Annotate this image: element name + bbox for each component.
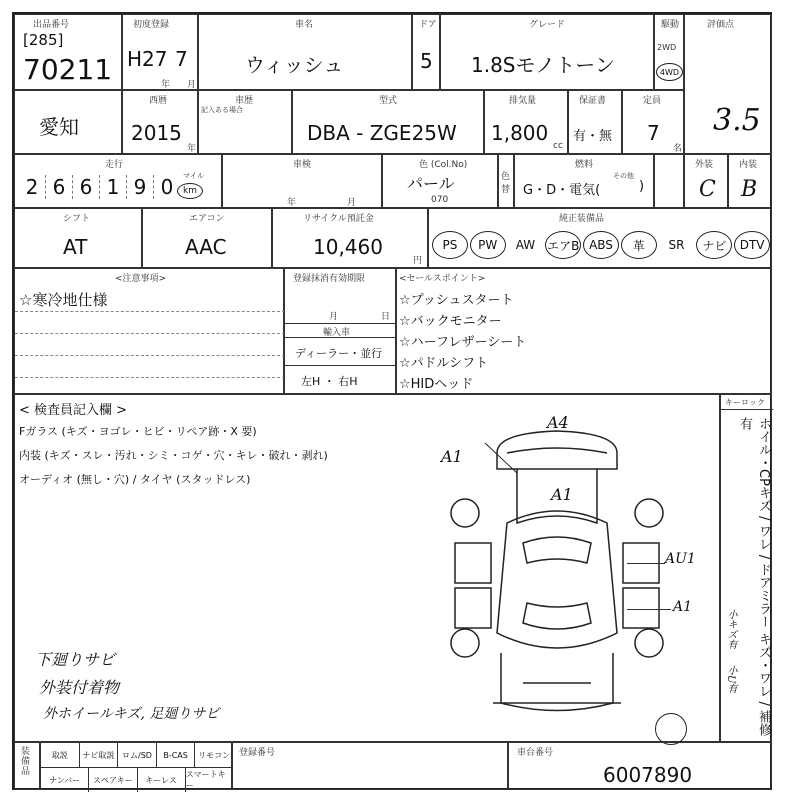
warranty-label: 保証書	[579, 96, 607, 106]
warranty: 有・無	[573, 129, 613, 144]
sales-point: ☆バックモニター	[399, 314, 502, 329]
score-box	[684, 14, 772, 154]
grade: 1.8Sモノトーン	[471, 53, 615, 77]
type-box	[292, 90, 484, 154]
displacement-unit: cc	[553, 141, 563, 151]
equipment-item: AW	[515, 238, 536, 252]
year-label: 西暦	[149, 96, 168, 106]
sidebar-header: キーロック	[725, 398, 765, 407]
equipment-label: 純正装備品	[559, 214, 605, 224]
equipment-item: PW	[470, 231, 506, 259]
drive-box	[654, 14, 684, 90]
diagram-mark: A4	[547, 413, 569, 432]
equipment-item: PS	[432, 231, 468, 259]
handle-value: 左H ・ 右H	[301, 375, 358, 388]
equipment-list	[431, 229, 771, 263]
lot-sub: [285]	[23, 31, 64, 49]
exterior-label: 外装	[695, 160, 714, 170]
items-row	[41, 767, 233, 792]
shaken-month: 月	[347, 198, 357, 208]
score-label: 評価点	[707, 20, 735, 30]
year: 2015	[131, 121, 182, 145]
car-diagram	[427, 413, 687, 733]
drive-label: 駆動	[661, 20, 680, 30]
handwritten-note: 下廻りサビ	[35, 650, 116, 669]
diagram-mark: A1	[441, 447, 463, 466]
footer-item: ロム/SD	[118, 743, 157, 767]
inspection-label: < 検査員記入欄 >	[19, 403, 128, 418]
recycle-box	[272, 208, 428, 268]
sales-label: <セールスポイント>	[399, 274, 486, 284]
equipment-item: 革	[621, 231, 657, 259]
grade-box	[440, 14, 654, 90]
history-sub: 記入ある場合	[201, 106, 243, 114]
region: 愛知	[39, 115, 79, 139]
shift-box	[14, 208, 142, 268]
reg-expiry-month: 月	[329, 312, 339, 322]
fuel-other: その他	[613, 172, 634, 180]
footer-items-box	[40, 742, 232, 790]
import-label: 輸入車	[323, 328, 351, 338]
sidebar-mark: 小キズ有	[725, 609, 736, 649]
first-reg-era: H27	[127, 47, 168, 71]
capacity-unit: 名	[673, 144, 683, 154]
shaken-box	[222, 154, 382, 208]
color-label: 色 (Col.No)	[419, 160, 468, 170]
footer-item: ナビ取説	[80, 743, 119, 767]
color-change: 色替	[501, 172, 511, 195]
mileage-unit-mile: マイル	[183, 172, 204, 180]
history-label: 車歴	[235, 96, 254, 106]
year-box	[122, 90, 198, 154]
drive-2wd: 2WD	[657, 43, 677, 52]
sales-point: ☆プッシュスタート	[399, 293, 514, 308]
color-change-box	[498, 154, 514, 208]
lot-number: 70211	[23, 53, 113, 86]
interior-label: 内装	[739, 160, 758, 170]
caution-box	[14, 268, 284, 394]
diagram-mark: A1	[551, 485, 573, 504]
footer-item: 取説	[41, 743, 80, 767]
model-name-label: 車名	[295, 20, 314, 30]
color-box	[382, 154, 498, 208]
shaken-label: 車検	[293, 160, 312, 170]
equipment-item: ナビ	[696, 231, 732, 259]
displacement-box	[484, 90, 568, 154]
footer-items-label: 装備品	[21, 747, 31, 777]
sales-point: ☆パドルシフト	[399, 356, 489, 371]
mileage-unit-km: km	[177, 183, 203, 199]
color: パール	[407, 174, 455, 193]
chassis-box	[508, 742, 772, 790]
inspection-box	[14, 394, 720, 742]
history-box	[198, 90, 292, 154]
shaken-year: 年	[287, 198, 297, 208]
grade-label: グレード	[529, 20, 566, 30]
mileage-digit: 9	[127, 175, 154, 199]
sales-point: ☆ハーフレザーシート	[399, 335, 527, 350]
ac-label: エアコン	[189, 214, 225, 224]
region-box	[14, 90, 122, 154]
doors: 5	[420, 49, 433, 73]
footer-item: キーレス	[138, 768, 186, 792]
sales-point: ☆HIDヘッド	[399, 377, 474, 392]
mileage-digit: 6	[46, 175, 73, 199]
footer-item: スマートキー	[185, 770, 226, 790]
circle-mark	[655, 713, 687, 745]
caution-text: ☆寒冷地仕様	[19, 291, 108, 309]
reg-expiry-day: 日	[381, 312, 391, 322]
footer-item: スペアキー	[89, 768, 137, 792]
model-code: DBA - ZGE25W	[307, 121, 457, 145]
chassis-label: 車台番号	[517, 748, 554, 758]
import-value: ディーラー・並行	[295, 347, 383, 360]
drive-4wd: 4WD	[656, 63, 683, 81]
ac-box	[142, 208, 272, 268]
model-name-box	[198, 14, 412, 90]
footer-items-label-box	[14, 742, 40, 790]
caution-label: <注意事項>	[115, 274, 167, 284]
capacity: 7	[647, 121, 660, 145]
recycle: 10,460	[313, 235, 383, 259]
recycle-label: リサイクル預託金	[303, 214, 374, 224]
shift-label: シフト	[63, 214, 91, 224]
sidebar-mark: 小U有	[725, 665, 736, 694]
capacity-label: 定員	[643, 96, 662, 106]
items-row	[41, 743, 233, 767]
recycle-unit: 円	[413, 256, 423, 266]
sidebar-box	[720, 394, 772, 742]
equipment-item: ABS	[583, 231, 619, 259]
mileage-digit: 1	[100, 175, 127, 199]
displacement: 1,800	[491, 121, 549, 145]
reg-expiry-label: 登録抹消有効期限	[293, 274, 366, 284]
first-reg-month: 7	[175, 47, 188, 71]
footer-item: ナンバー	[41, 768, 89, 792]
footer-item: リモコン	[198, 750, 231, 760]
mileage-label: 走行	[105, 160, 124, 170]
lot-box	[14, 14, 122, 90]
interior-grade: B	[741, 177, 758, 202]
exterior-grade: C	[699, 177, 716, 202]
diagram-mark: A1	[673, 599, 693, 615]
equipment-box	[428, 208, 772, 268]
mileage-digit: 6	[73, 175, 100, 199]
warranty-box	[568, 90, 622, 154]
first-reg-year-unit: 年	[161, 80, 171, 90]
doors-label: ドア	[419, 20, 437, 30]
reg-no-box	[232, 742, 508, 790]
shift: AT	[63, 235, 88, 259]
footer-item: B-CAS	[157, 743, 196, 767]
ac: AAC	[185, 235, 227, 259]
score: 3.5	[713, 103, 761, 138]
equipment-item: SR	[668, 238, 685, 252]
reg-no-label: 登録番号	[239, 748, 276, 758]
model-name: ウィッシュ	[245, 53, 344, 77]
fuel-box: 燃料 G・D・電気( その他 )	[514, 154, 654, 208]
diagram-mark: AU1	[665, 551, 696, 567]
chassis-number: 6007890	[603, 763, 693, 787]
inspection-line: 内装 (キズ・スレ・汚れ・シミ・コゲ・穴・キレ・破れ・剥れ)	[19, 449, 328, 462]
handwritten-note: 外ホイールキズ, 足廻りサビ	[43, 706, 220, 722]
mileage-digits	[19, 175, 180, 199]
reg-expiry-box	[284, 268, 396, 394]
fuel-label: 燃料	[575, 160, 594, 170]
doors-box	[412, 14, 440, 90]
interior-box	[728, 154, 772, 208]
exterior-box	[684, 154, 728, 208]
inspection-line: Fガラス (キズ・ヨゴレ・ヒビ・リペア跡・X 要)	[19, 425, 257, 438]
mileage-digit: 0	[160, 175, 174, 199]
lot-label: 出品番号	[33, 20, 70, 30]
equipment-item: DTV	[734, 231, 770, 259]
first-reg-box	[122, 14, 198, 90]
sidebar-text: ホイル・CPキズ / ワレ / ドアミラー キズ・ワレ / 補修有	[737, 417, 771, 736]
year-unit: 年	[187, 144, 197, 154]
sales-box	[396, 268, 772, 394]
type-label: 型式	[379, 96, 398, 106]
inspection-line: オーディオ (無し・穴) / タイヤ (スタッドレス)	[19, 473, 251, 486]
fuel-gap	[654, 154, 684, 208]
mileage-box	[14, 154, 222, 208]
handwritten-note: 外装付着物	[39, 678, 120, 697]
fuel: G・D・電気(	[523, 183, 601, 198]
first-reg-month-unit: 月	[187, 80, 197, 90]
auction-sheet	[12, 12, 772, 790]
equipment-item: エアB	[545, 231, 581, 259]
color-code: 070	[431, 195, 449, 205]
first-reg-label: 初度登録	[133, 20, 170, 30]
mileage-digit: 2	[19, 175, 46, 199]
capacity-box	[622, 90, 684, 154]
displacement-label: 排気量	[509, 96, 537, 106]
